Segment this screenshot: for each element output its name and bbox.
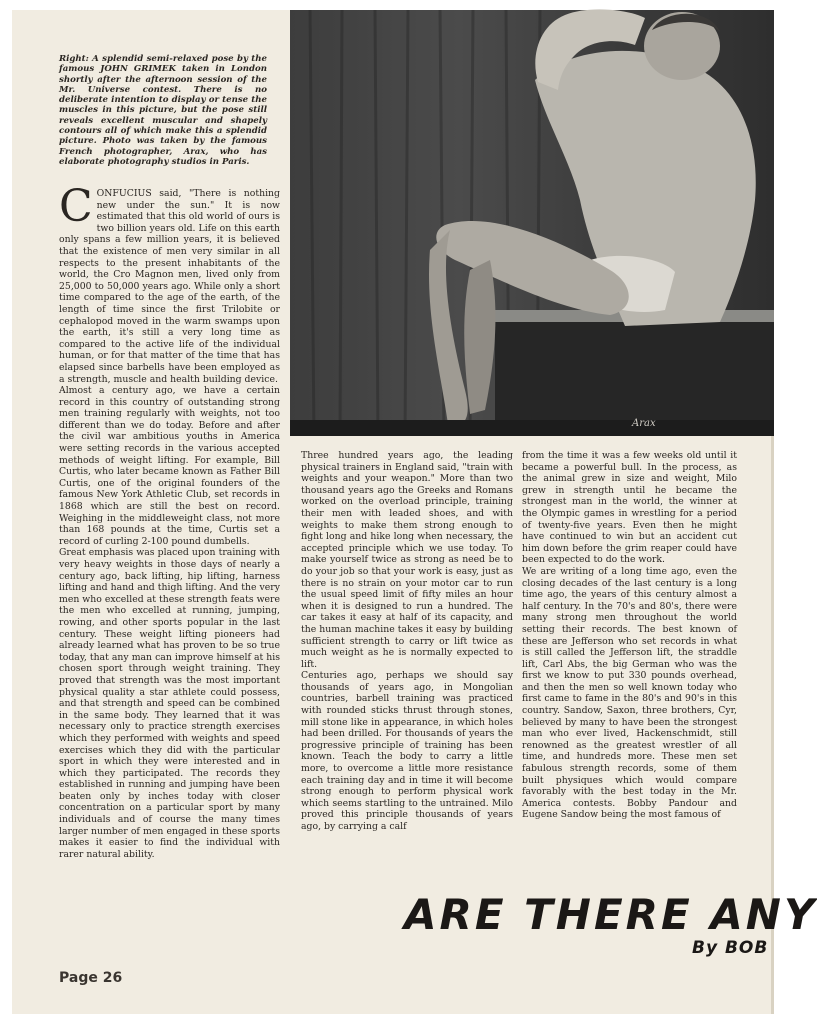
bodybuilder-photo: [290, 10, 774, 436]
magazine-page: [12, 10, 817, 1014]
article-column-1: [59, 181, 280, 860]
photo-caption: Right: A splendid semi-relaxed pose by the famous JOHN GRIMEK taken in London shortly after the afternoon session of the Mr. Universe contest. There is no deliberate intention to display or tense the muscles in this picture, but the pose still reveals excellent muscular and shapely contours all of which make this a splendid picture. Photo was taken by the famous French photographer, Arax, who has elaborate photography studios in Paris.: [59, 54, 267, 167]
article-column-2: Three hundred years ago, the leading physical trainers in England said, "train with weights and your weapon." More than two thousand years ago the Greeks and Romans worked on the overload principle, training their men with leaded shoes, and with weights to make them strong enough to fight long and hike long when necessary, the accepted principle which we use today. To make yourself twice as strong as need be to do your job so that your work is easy, just as there is no strain on your motor car to run the usual speed limit of fifty miles an hour when it is designed to run a hundred. The car takes it easy at half of its capacity, and the human machine takes it easy by building sufficient strength to carry or lift twice as much weight as he is normally expected to lift. Centuries ago, perhaps we should say thousands of years ago, in Mongolian countries, barbell training was practiced with rounded sticks thrust through stones, mill stone like in appearance, in which holes had been drilled. For thousands of years the progressive principle of training has been known. Teach the body to carry a little more, to overcome a little more resistance each training day and in time it will become strong enough to perform physical work which seems startling to the untrained. Milo proved this principle thousands of years ago, by carrying a calf: [301, 450, 513, 832]
drop-cap: C: [59, 181, 93, 232]
photographer-signature: Arax: [632, 418, 656, 429]
article-headline: ARE THERE ANY: [404, 890, 817, 939]
author-byline: By BOB: [692, 938, 769, 958]
article-column-3: from the time it was a few weeks old until it became a powerful bull. In the process, as the animal grew in size and weight, Milo grew in strength until he became the strongest man in the world, the winner at the Olympic games in wrestling for a period of twenty-five years. Even then he might have continued to win but an accident cut him down before the grim reaper could have been expected to do the work. We are writing of a long time ago, even the closing decades of the last century is a long time ago, the years of this century almost a half century. In the 70's and 80's, there were many strong men throughout the world setting their records. The best known of these are Jefferson who set records in what is still called the Jefferson lift, the straddle lift, Carl Abs, the big German who was the first we know to put 330 pounds overhead, and then the men so well known today who first came to fame in the 80's and 90's in this country. Sandow, Saxon, three brothers, Cyr, believed by many to have been the strongest man who ever lived, Hackenschmidt, still renowned as the greatest wrestler of all time, and hundreds more. These men set fabulous strength records, some of them built physiques which would compare favorably with the best today in the Mr. America contests. Bobby Pandour and Eugene Sandow being the most famous of: [522, 450, 737, 821]
column-1-text: ONFUCIUS said, "There is nothing new under the sun." It is now estimated that this old world of ours is two billion years old. Life on this earth only spans a few million years, it is believed that the existence of men very similar in all respects to the present inhabitants of the world, the Cro Magnon men, lived only from 25,000 to 50,000 years ago. While only a short time compared to the age of the earth, of the length of time since the first Trilobite or cephalopod moved in the warm swamps upon the earth, it's still a very long time as compared to the active life of the individual human, or for that matter of the time that has elapsed since barbells have been employed as a strength, muscle and health building device. Almost a century ago, we have a certain record in this country of outstanding strong men training regularly with weights, not too different than we do today. Before and after the civil war ambitious youths in America were setting records in the various accepted methods of weight lifting. For example, Bill Curtis, who later became known as Father Bill Curtis, one of the original founders of the famous New York Athletic Club, set records in 1868 which are still the best on record. Weighing in the middleweight class, not more than 168 pounds at the time, Curtis set a record of curling 2-100 pound dumbells. Great emphasis was placed upon training with very heavy weights in those days of nearly a century ago, back lifting, hip lifting, harness lifting and hand and thigh lifting. And the very men who excelled at these strength feats were the men who excelled at running, jumping, rowing, and other sports popular in the last century. These weight lifting pioneers had already learned what has proven to be so true today, that any man can improve himself at his chosen sport through weight training. They proved that strength was the most important physical quality a star athlete could possess, and that strength and speed can be combined in the same body. They learned that it was necessary only to practice strength exercises which they performed with weights and speed exercises which they did with the particular sport in which they were interested and in which they participated. The records they established in running and jumping have been beaten only by inches today with closer concentration on a particular sport by many individuals and of course the many times larger number of men engaged in these sports makes it easier to find the individual with rarer natural ability.: [59, 188, 280, 860]
page-number: Page 26: [59, 970, 123, 986]
